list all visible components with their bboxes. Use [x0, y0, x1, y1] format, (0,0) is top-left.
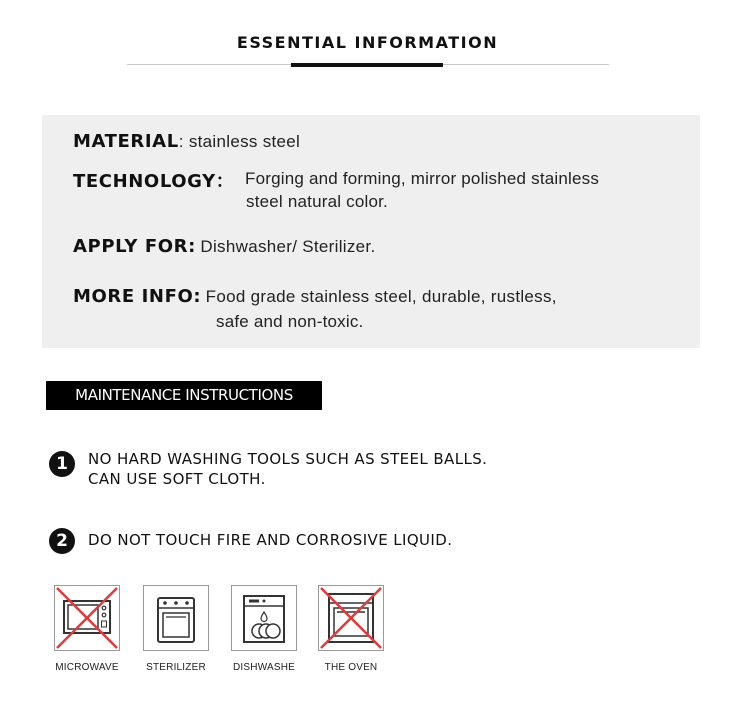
oven-icon: [318, 585, 384, 651]
step-2-line1: DO NOT TOUCH FIRE AND CORROSIVE LIQUID.: [88, 531, 453, 549]
dishwasher-label: DISHWASHE: [233, 662, 295, 673]
step-number-badge: 1: [49, 451, 75, 477]
microwave-icon: [54, 585, 120, 651]
essential-info-panel: [42, 115, 700, 348]
apply-label: APPLY FOR:: [73, 236, 196, 257]
sterilizer-icon: [143, 585, 209, 651]
page-title: ESSENTIAL INFORMATION: [236, 33, 499, 52]
technology-value-line1: Forging and forming, mirror polished stainless: [245, 169, 600, 188]
apply-row: [73, 236, 375, 257]
step-1-line2: CAN USE SOFT CLOTH.: [88, 470, 266, 488]
more-info-row: [73, 286, 557, 307]
more-info-value-line2: safe and non-toxic.: [216, 312, 364, 331]
material-value: : stainless steel: [178, 132, 301, 151]
dishwasher-icon: [231, 585, 297, 651]
oven-label: THE OVEN: [324, 662, 378, 673]
microwave-label: MICROWAVE: [55, 662, 119, 673]
material-row: [73, 131, 300, 152]
technology-row: [73, 167, 234, 193]
technology-label: TECHNOLOGY：: [73, 171, 235, 192]
maintenance-heading: MAINTENANCE INSTRUCTIONS: [46, 381, 322, 410]
more-info-label: MORE INFO:: [73, 286, 202, 307]
step-1-line1: NO HARD WASHING TOOLS SUCH AS STEEL BALLS.: [88, 450, 488, 468]
step-number-badge: 2: [49, 528, 75, 554]
sterilizer-label: STERILIZER: [146, 662, 206, 673]
more-info-value-line1: Food grade stainless steel, durable, rustless,: [205, 287, 557, 306]
technology-value-line2: steel natural color.: [246, 192, 388, 211]
apply-value: Dishwasher/ Sterilizer.: [200, 237, 376, 256]
title-accent-bar: [291, 63, 443, 67]
material-label: MATERIAL: [73, 131, 179, 152]
